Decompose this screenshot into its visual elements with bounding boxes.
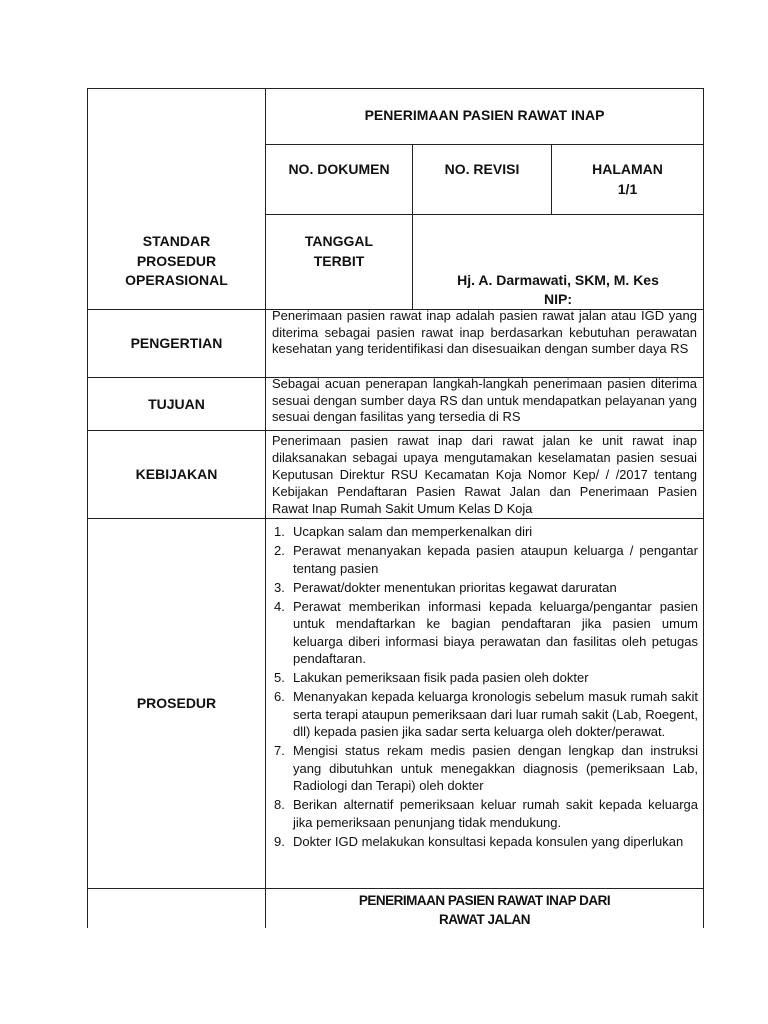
sop-form-table — [87, 88, 704, 928]
document-title: PENERIMAAN PASIEN RAWAT INAP — [364, 107, 605, 123]
prosedur-step-text: Ucapkan salam dan memperkenalkan diri — [293, 524, 533, 539]
kebijakan-label: KEBIJAKAN — [135, 466, 218, 482]
prosedur-step — [273, 598, 698, 668]
tanggal-label-line-2: TERBIT — [313, 252, 365, 269]
prosedur-step — [273, 523, 698, 541]
prosedur-step-text: Menanyakan kepada keluarga kronologis sebelum masuk rumah sakit serta terapi ataupun pemeriksaan dari luar rumah sakit (Lab, Roegent, dll) kepada pasien jika sadar serta keluarga oleh dokter/perawat. — [293, 689, 698, 739]
table-border-right — [703, 88, 704, 928]
pengertian-label: PENGERTIAN — [130, 335, 223, 351]
prosedur-step-number: 9. — [274, 833, 285, 849]
prosedur-step — [273, 542, 698, 577]
prosedur-step-text: Perawat memberikan informasi kepada keluarga/pengantar pasien untuk mendaftarkan ke bagian pendaftaran jika pasien umum keluarga diberi informasi biaya perawatan dan fasilitas oleh petugas pendaftaran. — [293, 598, 698, 666]
prosedur-step — [273, 579, 698, 597]
prosedur-list — [273, 523, 698, 850]
table-row-divider — [265, 214, 704, 215]
sop-label-line-3: OPERASIONAL — [125, 272, 228, 288]
prosedur-step-number: 3. — [274, 579, 285, 595]
sop-label — [88, 232, 265, 291]
footer-title-line-2: RAWAT JALAN — [439, 912, 530, 927]
tujuan-label: TUJUAN — [148, 395, 205, 412]
tanggal-label-line-1: TANGGAL — [304, 233, 374, 249]
no-dokumen-label: NO. DOKUMEN — [288, 161, 390, 177]
prosedur-step-number: 8. — [274, 797, 285, 812]
pengertian-text: Penerimaan pasien rawat inap adalah pasien rawat jalan atau IGD yang diterima sebagai pasien rawat inap berdasarkan kebutuhan perawatan kesehatan yang teridentifikasi dan disesuaikan dengan sumber daya RS — [272, 308, 697, 356]
table-border-top — [87, 88, 704, 89]
no-revisi-label: NO. REVISI — [444, 161, 520, 177]
prosedur-step-number: 4. — [274, 598, 285, 614]
prosedur-step-text: Lakukan pemeriksaan fisik pada pasien oleh dokter — [293, 670, 589, 685]
prosedur-step-number: 6. — [274, 689, 285, 704]
prosedur-step-text: Mengisi status rekam medis pasien dengan lengkap dan instruksi yang dibutuhkan untuk menegakkan diagnosis (pemeriksaan Lab, Radiologi dan Terapi) oleh dokter — [293, 743, 698, 793]
tujuan-text: Sebagai acuan penerapan langkah-langkah penerimaan pasien diterima sesuai dengan sumber daya RS dan untuk mendapatkan pelayanan yang sesuai dengan fasilitas yang tersedia di RS — [272, 376, 697, 424]
kebijakan-text: Penerimaan pasien rawat inap dari rawat jalan ke unit rawat inap dilaksanakan sebagai upaya mengutamakan keselamatan pasien sesuai Keputusan Direktur RSU Kecamatan Koja Nomor Kep/ / /2017 tentang Kebijakan Pendaftaran Pasien Rawat Jalan dan Penerimaan Pasien Rawat Inap Rumah Sakit Umum Kelas D Koja — [272, 433, 697, 516]
sop-label-line-1: STANDAR — [142, 233, 211, 249]
prosedur-step-text: Dokter IGD melakukan konsultasi kepada konsulen yang diperlukan — [293, 833, 684, 849]
tanggal-terbit-label — [266, 232, 412, 271]
signatory-nip: NIP: — [544, 291, 572, 307]
prosedur-step-text: Berikan alternatif pemeriksaan keluar rumah sakit kepada keluarga jika pemeriksaan penunjang tidak mendukung. — [293, 797, 698, 830]
sop-label-line-2: PROSEDUR — [136, 252, 217, 269]
prosedur-step-number: 1. — [274, 524, 285, 539]
halaman-value: 1/1 — [617, 181, 638, 197]
prosedur-step — [273, 688, 698, 741]
footer-title — [266, 891, 703, 929]
signatory-block — [413, 271, 703, 309]
footer-title-line-1: PENERIMAAN PASIEN RAWAT INAP DARI — [358, 893, 611, 908]
prosedur-step-text: Perawat/dokter menentukan prioritas kegawat daruratan — [293, 579, 617, 595]
prosedur-step — [273, 796, 698, 831]
prosedur-step-number: 5. — [274, 670, 285, 685]
prosedur-step — [273, 669, 698, 687]
table-row-divider — [265, 144, 704, 145]
prosedur-step-number: 7. — [274, 743, 285, 758]
table-row-divider — [87, 888, 704, 889]
halaman-label: HALAMAN — [592, 161, 663, 177]
prosedur-label: PROSEDUR — [136, 695, 217, 711]
prosedur-step — [273, 742, 698, 795]
prosedur-step-number: 2. — [274, 543, 285, 558]
signatory-name: Hj. A. Darmawati, SKM, M. Kes — [457, 272, 659, 288]
prosedur-step — [273, 833, 698, 851]
table-column-divider — [551, 144, 552, 214]
prosedur-step-text: Perawat menanyakan kepada pasien ataupun keluarga / pengantar tentang pasien — [293, 543, 698, 576]
prosedur-steps — [273, 523, 698, 852]
